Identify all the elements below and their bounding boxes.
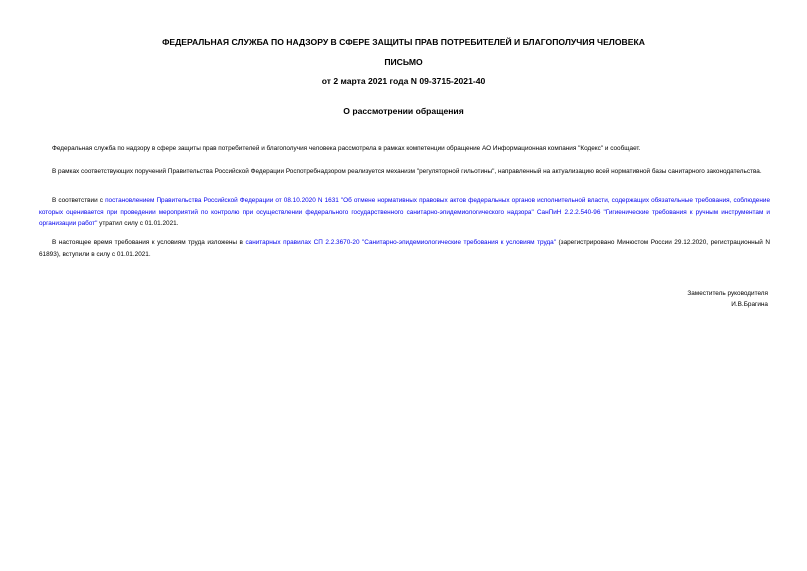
signatory-position: Заместитель руководителя [687,290,768,297]
paragraph-4 [39,237,770,260]
sanpin-link[interactable]: СанПиН 2.2.2.540-96 "Гигиенические требования к ручным инструментам и организации работ" [39,208,770,227]
document-date-number: от 2 марта 2021 года N 09-3715-2021-40 [321,76,486,86]
signature-block [687,289,768,310]
paragraph-4-ending: (зарегистрировано Минюстом России 29.12.2020, регистрационный N 61893), вступили в силу с 01.01.2021. [39,239,770,258]
document-type: ПИСЬМО [384,57,423,67]
sanitary-rules-link[interactable]: санитарных правилах СП 2.2.3670-20 "Санитарно-эпидемиологические требования к условиям труда" [245,239,556,246]
paragraph-1 [39,143,770,155]
paragraph-4-intro: В настоящее время требования к условиям труда изложены в [52,239,246,246]
paragraph-3-intro: В соответствии с [52,197,106,204]
paragraph-1-text: Федеральная служба по надзору в сфере защиты прав потребителей и благополучия человека рассмотрела в рамках компетенции обращение АО Информационная компания "Кодекс" и сообщает. [52,145,641,152]
paragraph-2 [39,166,770,178]
paragraph-3-ending: утратил силу с 01.01.2021. [97,220,179,227]
signatory-name: И.В.Брагина [731,300,768,308]
document-subject: О рассмотрении обращения [343,106,464,116]
paragraph-2-text: В рамках соответствующих поручений Правительства Российской Федерации Роспотребнадзором реализуется механизм "регуляторной гильотины", направленный на актуализацию всей нормативной базы санитарного законодательства. [52,168,762,175]
paragraph-3 [39,195,770,230]
government-decree-link[interactable]: постановлением Правительства Российской Федерации от 08.10.2020 N 1631 "Об отмене нормативных правовых актов федеральных органов исполнительной власти, содержащих обязательные требования, соблюдение которых оценивается при проведении мероприятий по контролю при осуществлении федерального государственного санитарно-эпидемиологического надзора" [39,197,771,216]
organization-title: ФЕДЕРАЛЬНАЯ СЛУЖБА ПО НАДЗОРУ В СФЕРЕ ЗАЩИТЫ ПРАВ ПОТРЕБИТЕЛЕЙ И БЛАГОПОЛУЧИЯ ЧЕЛОВЕКА [162,37,645,47]
